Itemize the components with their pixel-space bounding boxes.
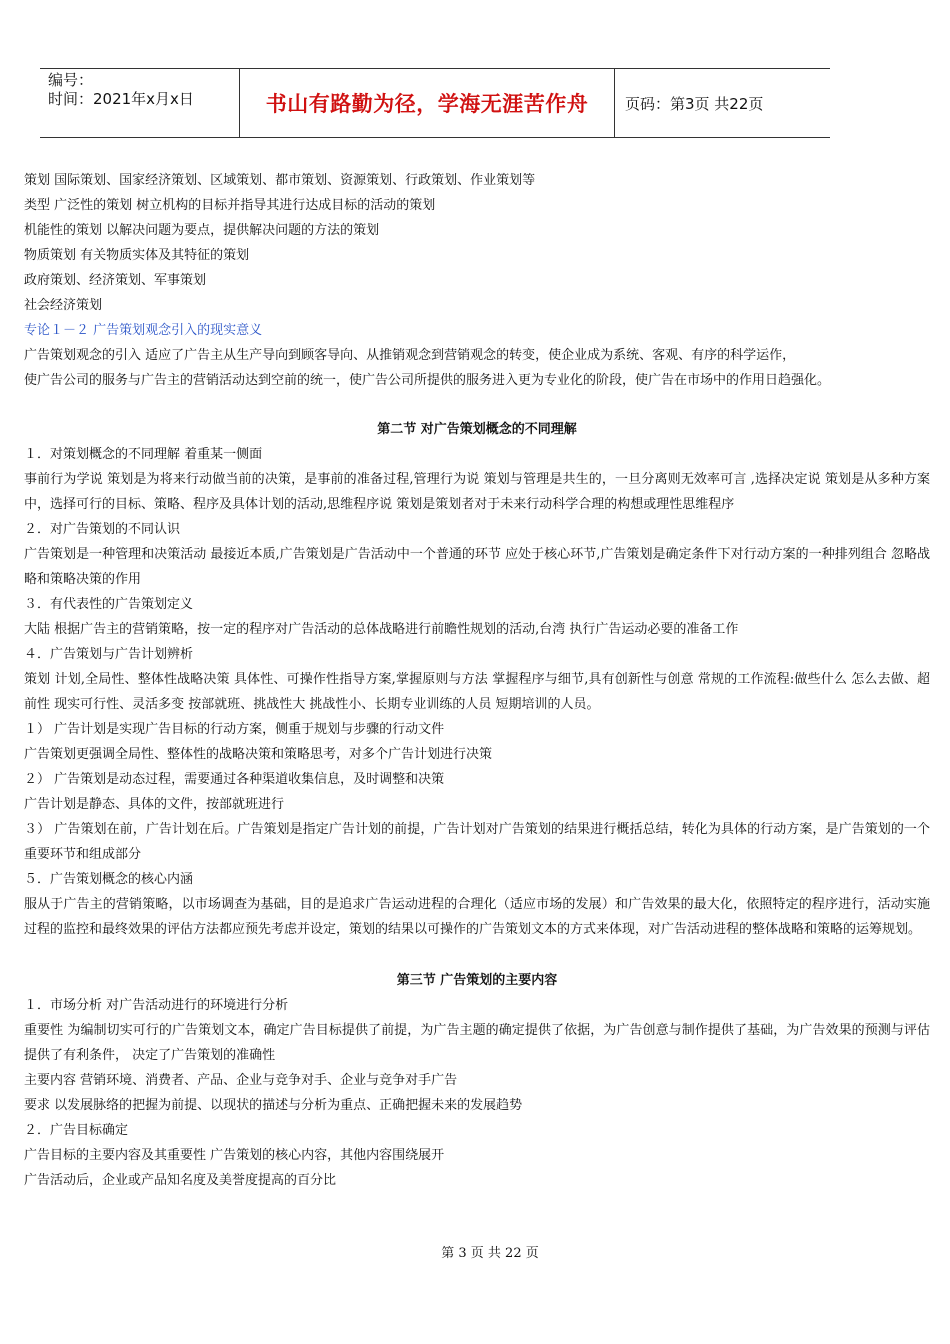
text-line: 广告目标的主要内容及其重要性 广告策划的核心内容，其他内容围绕展开 — [24, 1148, 445, 1163]
text-line: 大陆 根据广告主的营销策略，按一定的程序对广告活动的总体战略进行前瞻性规划的活动,台湾 执行广告运动必要的准备工作 — [24, 622, 739, 637]
text-line: 社会经济策划 — [24, 298, 103, 313]
paragraph: ３） 广告策划在前，广告计划在后。广告策划是指定广告计划的前提，广告计划对广告策划的结果进行概括总结，转化为具体的行动方案，是广告策划的一个重要环节和组成部分 — [24, 822, 930, 862]
text-line: ２） 广告策划是动态过程，需要通过各种渠道收集信息，及时调整和决策 — [24, 772, 445, 787]
text-line: 广告策划更强调全局性、整体性的战略决策和策略思考，对多个广告计划进行决策 — [24, 747, 493, 762]
text-line: 策划 国际策划、国家经济策划、区域策划、都市策划、资源策划、行政策划、作业策划等 — [24, 173, 536, 188]
text-line: 主要内容 营销环境、消费者、产品、企业与竞争对手、企业与竞争对手广告 — [24, 1073, 458, 1088]
text-line: 机能性的策划 以解决问题为要点，提供解决问题的方法的策划 — [24, 223, 380, 238]
header-page-info: 页码：第3页 共22页 — [625, 94, 764, 113]
header-meta — [40, 69, 240, 137]
page-footer: 第 3 页 共 22 页 — [441, 1246, 539, 1261]
text-line: 广告策划观念的引入 适应了广告主从生产导向到顾客导向、从推销观念到营销观念的转变，使企业成为系统、客观、有序的科学运作， — [24, 348, 796, 363]
section-heading: 第二节 对广告策划概念的不同理解 — [377, 422, 577, 437]
text-line: １．市场分析 对广告活动进行的环境进行分析 — [24, 998, 289, 1013]
text-line: ５．广告策划概念的核心内涵 — [24, 872, 194, 887]
text-line: ３．有代表性的广告策划定义 — [24, 597, 194, 612]
text-line: 要求 以发展脉络的把握为前提、以现状的描述与分析为重点、正确把握未来的发展趋势 — [24, 1098, 523, 1113]
paragraph: 服从于广告主的营销策略，以市场调查为基础，目的是追求广告运动进程的合理化（适应市场的发展）和广告效果的最大化，依照特定的程序进行，活动实施过程的监控和最终效果的评估方法都应预先考虑并设定，策划的结果以可操作的广告策划文本的方式来体现，对广告活动进程的整体战略和策略的运筹规划。 — [24, 897, 930, 937]
text-line: １．对策划概念的不同理解 着重某一侧面 — [24, 447, 263, 462]
topic-title: 专论１－２ 广告策划观念引入的现实意义 — [24, 323, 263, 338]
paragraph: 重要性 为编制切实可行的广告策划文本，确定广告目标提供了前提，为广告主题的确定提供了依据，为广告创意与制作提供了基础，为广告效果的预测与评估提供了有利条件， 决定了广告策划的准确性 — [24, 1023, 930, 1063]
number-label: 编号： — [48, 71, 94, 89]
text-line: 物质策划 有关物质实体及其特征的策划 — [24, 248, 250, 263]
text-line: 广告计划是静态、具体的文件，按部就班进行 — [24, 797, 285, 812]
text-line: ２．广告目标确定 — [24, 1123, 129, 1138]
header-motto: 书山有路勤为径，学海无涯苦作舟 — [240, 69, 615, 137]
section-heading: 第三节 广告策划的主要内容 — [396, 973, 558, 988]
text-line: ２．对广告策划的不同认识 — [24, 522, 181, 537]
spacer — [24, 393, 930, 417]
text-line: 使广告公司的服务与广告主的营销活动达到空前的统一，使广告公司所提供的服务进入更为专业化的阶段，使广告在市场中的作用日趋强化。 — [24, 373, 831, 388]
document-body — [24, 168, 930, 1193]
paragraph: 事前行为学说 策划是为将来行动做当前的决策，是事前的准备过程,管理行为说 策划与管理是共生的，一旦分离则无效率可言 ,选择决定说 策划是从多种方案中，选择可行的目标、策略、程序及具体计划的活动,思维程序说 策划是策划者对于未来行动科学合理的构想或理性思维程序 — [24, 472, 930, 512]
paragraph: 广告策划是一种管理和决策活动 最接近本质,广告策划是广告活动中一个普通的环节 应处于核心环节,广告策划是确定条件下对行动方案的一种排列组合 忽略战略和策略决策的作用 — [24, 547, 930, 587]
text-line: 类型 广泛性的策划 树立机构的目标并指导其进行达成目标的活动的策划 — [24, 198, 436, 213]
text-line: ４．广告策划与广告计划辨析 — [24, 647, 194, 662]
spacer — [24, 942, 930, 968]
text-line: 政府策划、经济策划、军事策划 — [24, 273, 207, 288]
time-label: 时间：2021年x月x日 — [48, 90, 194, 108]
text-line: 广告活动后，企业或产品知名度及美誉度提高的百分比 — [24, 1173, 337, 1188]
document-header — [40, 68, 830, 138]
paragraph: 策划 计划,全局性、整体性战略决策 具体性、可操作性指导方案,掌握原则与方法 掌握程序与细节,具有创新性与创意 常规的工作流程:做些什么 怎么去做、超前性 现实可行性、灵活多变 按部就班、挑战性大 挑战性小、长期专业训练的人员 短期培训的人员。 — [24, 672, 930, 712]
text-line: １） 广告计划是实现广告目标的行动方案，侧重于规划与步骤的行动文件 — [24, 722, 445, 737]
